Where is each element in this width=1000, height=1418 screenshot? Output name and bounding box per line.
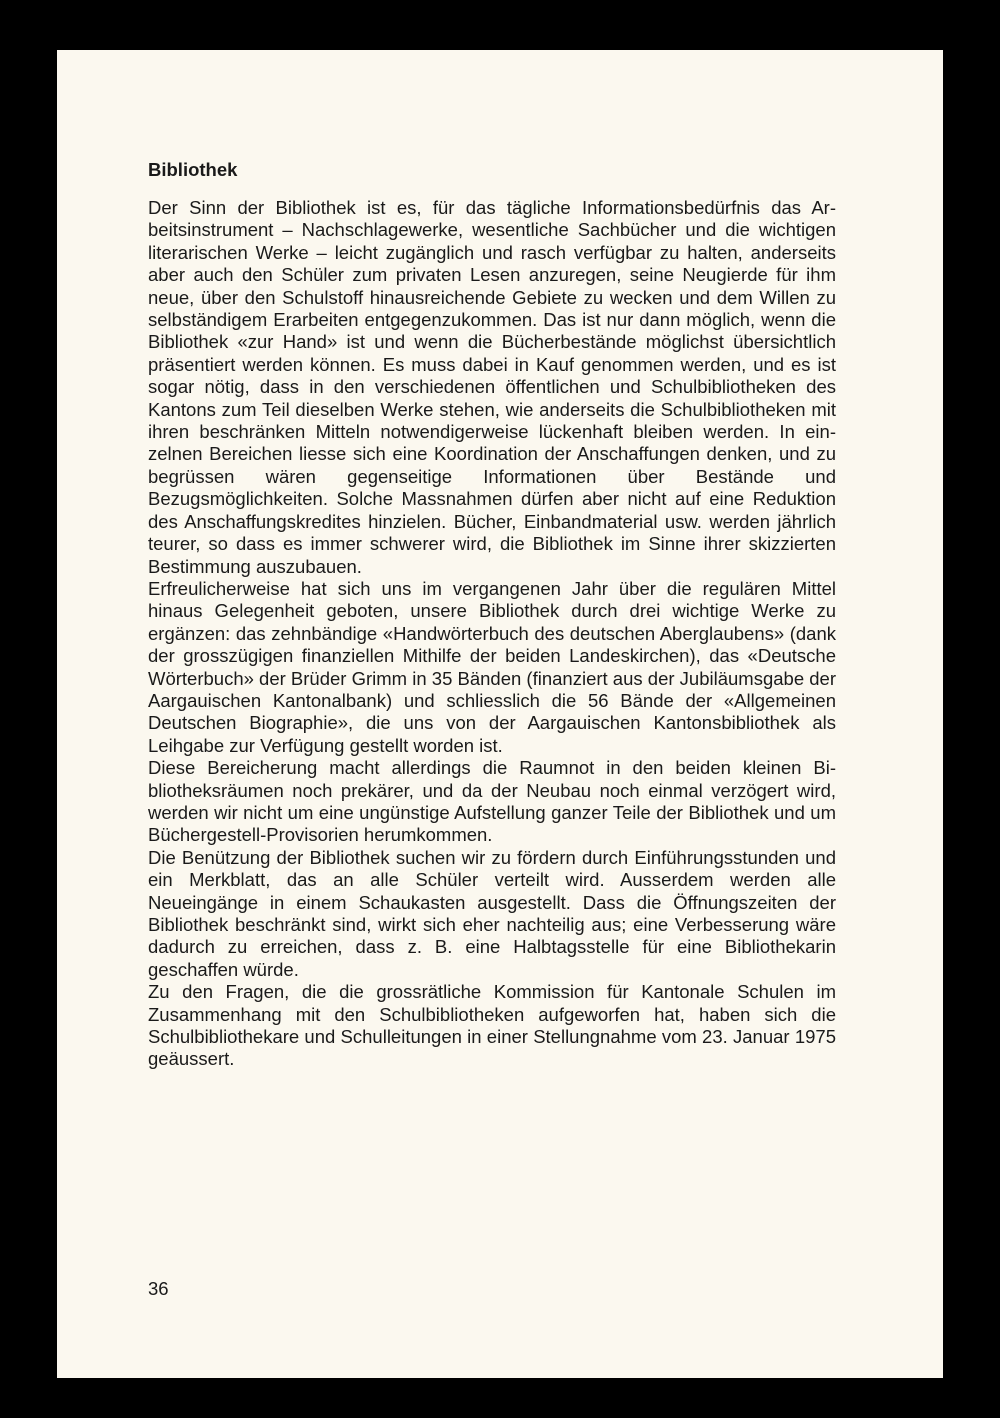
paragraph: Die Benützung der Bibliothek suchen wir zu fördern durch Einführungsstunden und ein Merkblatt, das an alle Schüler verteilt wird. Ausserdem werden alle Neueingänge in einem Schaukasten ausgestellt. Dass die Öffnungszeiten der Bibliothek beschränkt sind, wirkt sich eher nachteilig aus; eine Verbesserung wäre dadurch zu erreichen, dass z. B. eine Halbtagsstelle für eine Bibliothekarin geschaffen würde. (148, 846, 836, 980)
paragraph: Zu den Fragen, die die grossrätliche Kommission für Kantonale Schulen im Zusammenhang mit den Schulbibliotheken aufgeworfen hat, haben sich die Schulbibliothekare und Schulleitungen in einer Stellungnahme vom 23. Januar 1975 geäussert. (148, 981, 836, 1070)
paragraph: Erfreulicherweise hat sich uns im vergangenen Jahr über die regulären Mittel hinaus Gelegenheit geboten, unsere Bibliothek durch drei wichtige Werke zu ergänzen: das zehnbändige «Handwörterbuch des deutschen Aberglaubens» (dank der grosszügigen finanziellen Mithilfe der beiden Landeskirchen), das «Deutsche Wörterbuch» der Brüder Grimm in 35 Bänden (finanziert aus der Jubiläumsgabe der Aargauischen Kantonalbank) und schliesslich die 56 Bände der «Allgemeinen Deutschen Biographie», die uns von der Aargauischen Kantonsbibliothek als Leihgabe zur Verfügung gestellt worden ist. (148, 577, 836, 756)
page-content (148, 158, 836, 1071)
body-text (148, 197, 836, 1071)
paragraph: Der Sinn der Bibliothek ist es, für das tägliche Informationsbedürfnis das Arbeitsinstrument – Nachschlagewerke, wesentliche Sachbücher und die wichtigen literarischen Werke – leicht zugänglich und rasch verfügbar zu halten, anderseits aber auch den Schüler zum privaten Lesen anzuregen, seine Neugierde für ihm neue, über den Schulstoff hinausreichende Gebiete zu wecken und dem Willen zu selbständigem Erarbeiten entgegenzukommen. Das ist nur dann möglich, wenn die Bibliothek «zur Hand» ist und wenn die Bücherbestände möglichst übersichtlich präsentiert werden können. Es muss dabei in Kauf genommen werden, und es ist sogar nötig, dass in den verschiedenen öffentlichen und Schulbibliotheken des Kantons zum Teil dieselben Werke stehen, wie anderseits die Schulbibliotheken mit ihren beschränken Mitteln notwendigerweise lückenhaft bleiben werden. In einzelnen Bereichen liesse sich eine Koordination der Anschaffungen denken, und zu begrüssen wären gegenseitige Informationen über Bestände und Bezugsmöglichkeiten. Solche Massnahmen dürfen aber nicht auf eine Reduktion des Anschaffungskredites hinzielen. Bücher, Einbandmaterial usw. werden jährlich teurer, so dass es immer schwerer wird, die Bibliothek im Sinne ihrer skizzierten Bestimmung auszubauen. (148, 197, 836, 577)
document-page (57, 50, 943, 1378)
paragraph: Diese Bereicherung macht allerdings die Raumnot in den beiden kleinen Bibliotheksräumen noch prekärer, und da der Neubau noch einmal verzögert wird, werden wir nicht um eine ungünstige Aufstellung ganzer Teile der Bibliothek und um Büchergestell-Provisorien herumkommen. (148, 757, 836, 846)
section-heading: Bibliothek (148, 159, 238, 180)
page-number: 36 (148, 1278, 169, 1299)
